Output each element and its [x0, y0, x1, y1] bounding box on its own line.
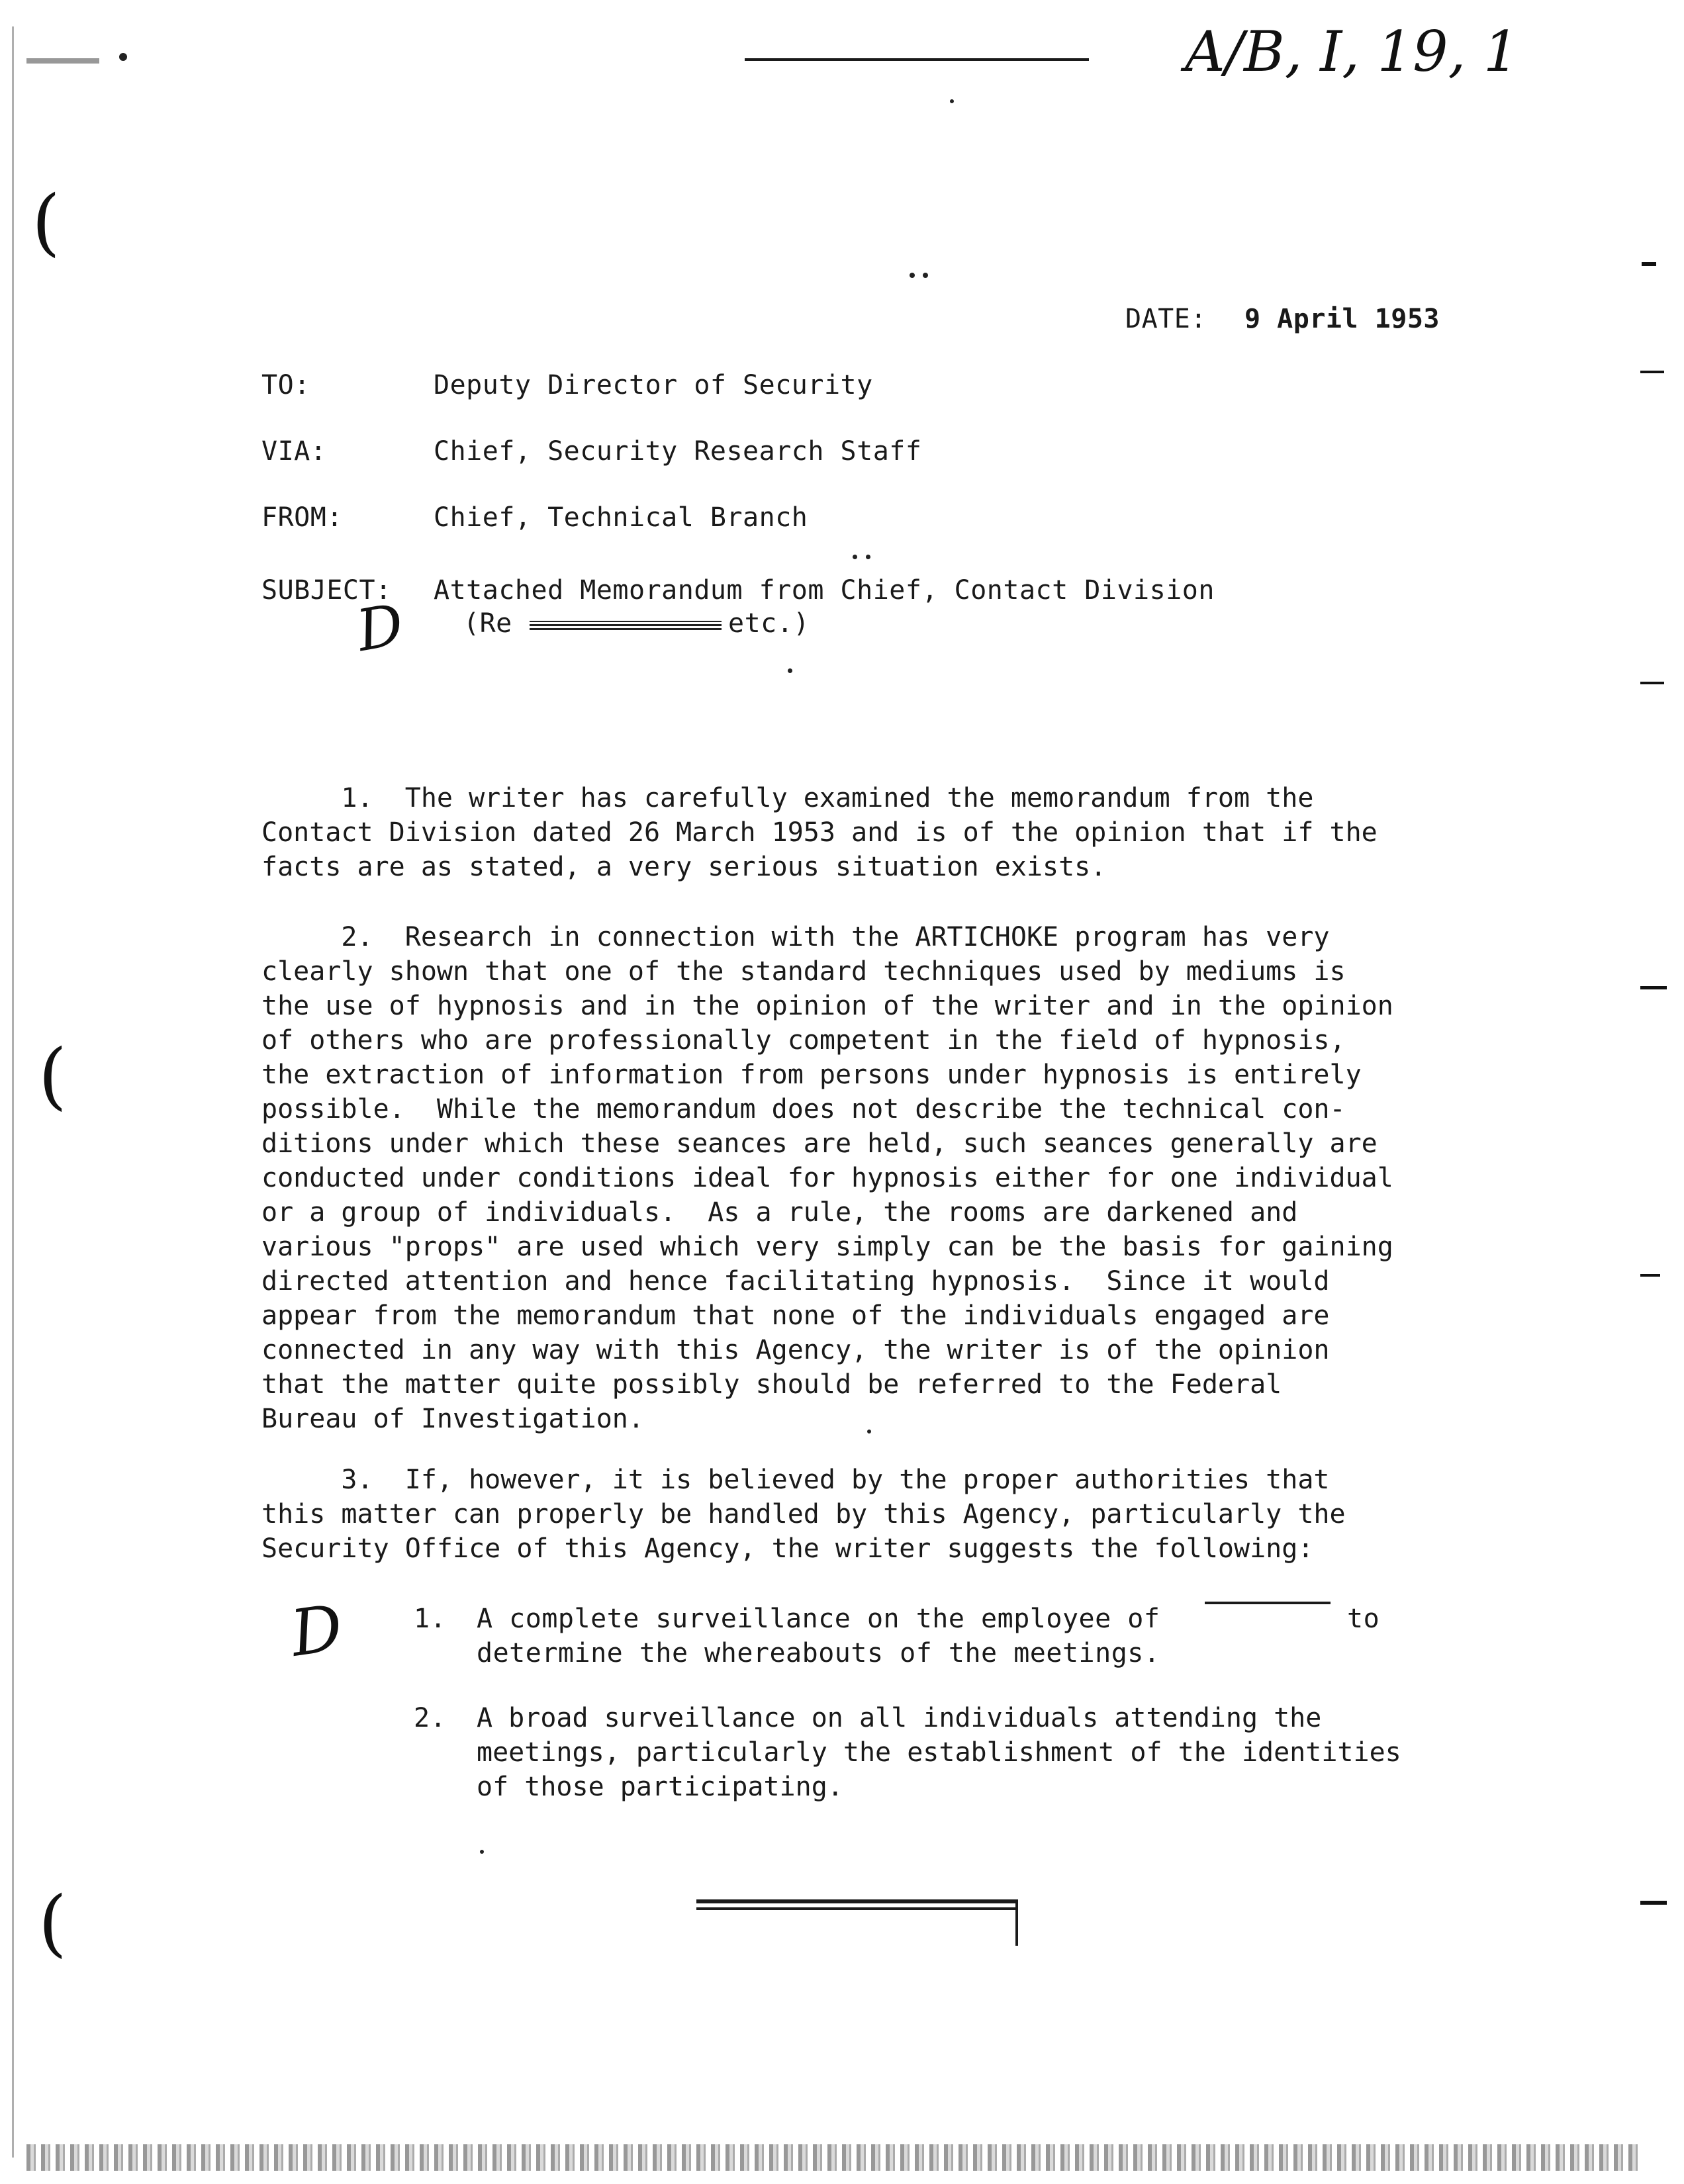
- top-redaction-line: [745, 58, 1089, 61]
- paragraph-line: the extraction of information from persons under hypnosis is entirely: [261, 1060, 1362, 1090]
- from-value: Chief, Technical Branch: [434, 502, 808, 533]
- paragraph-line: conducted under conditions ideal for hypnosis either for one individual: [261, 1163, 1393, 1193]
- item-1-line-1-end: to: [1347, 1604, 1380, 1634]
- right-edge-mark: [1642, 262, 1656, 266]
- item-line: A broad surveillance on all individuals attending the: [477, 1703, 1322, 1733]
- subject-value-cont-close: etc.): [728, 608, 810, 639]
- item-1-line-1: A complete surveillance on the employee of: [477, 1604, 1160, 1634]
- bottom-redaction-bar: [696, 1907, 1018, 1910]
- punch-hole-mark-top: (: [32, 179, 60, 264]
- handwritten-d-mark: D: [286, 1590, 348, 1671]
- speck: [853, 555, 857, 559]
- paragraph-line: clearly shown that one of the standard techniques used by mediums is: [261, 956, 1346, 987]
- paragraph-2: [261, 920, 1393, 1436]
- paragraph-line: possible. While the memorandum does not describe the technical con-: [261, 1094, 1346, 1124]
- left-scan-edge: [12, 26, 14, 2158]
- item-2-text: [477, 1701, 1401, 1804]
- subject-value-cont-open: (Re: [463, 608, 512, 639]
- bottom-redaction-tick: [1015, 1899, 1018, 1946]
- item-1-number: 1.: [414, 1604, 447, 1634]
- item-2-number: 2.: [414, 1703, 447, 1733]
- paragraph-line: connected in any way with this Agency, the writer is of the opinion: [261, 1335, 1330, 1365]
- speck: [923, 273, 928, 278]
- right-edge-mark: [1640, 1901, 1667, 1905]
- top-left-speck: [119, 53, 127, 61]
- right-edge-mark: [1640, 682, 1664, 684]
- subject-redaction-strike: [530, 621, 722, 630]
- paragraph-line: facts are as stated, a very serious situation exists.: [261, 852, 1107, 882]
- speck: [950, 99, 954, 103]
- paragraph-line: 2. Research in connection with the ARTICHOKE program has very: [261, 922, 1330, 952]
- to-label: TO:: [261, 370, 310, 400]
- subject-value: Attached Memorandum from Chief, Contact Division: [434, 575, 1215, 606]
- bottom-redaction-bar: [696, 1899, 1018, 1903]
- file-reference-handwritten: A/B, I, 19, 1: [1185, 19, 1519, 84]
- bottom-scan-noise: [26, 2144, 1642, 2171]
- date-label: DATE:: [1125, 304, 1207, 334]
- right-edge-mark: [1640, 371, 1664, 373]
- punch-hole-mark-bottom: (: [38, 1880, 67, 1965]
- paragraph-line: this matter can properly be handled by this Agency, particularly the: [261, 1499, 1346, 1529]
- top-left-smudge: [26, 58, 99, 64]
- item-line: meetings, particularly the establishment of the identities: [477, 1737, 1401, 1768]
- paragraph-line: of others who are professionally competent in the field of hypnosis,: [261, 1025, 1346, 1056]
- punch-hole-mark-middle: (: [38, 1033, 67, 1118]
- paragraph-line: that the matter quite possibly should be referred to the Federal: [261, 1369, 1282, 1400]
- speck: [788, 668, 792, 673]
- right-edge-mark: [1640, 986, 1667, 989]
- paragraph-line: 3. If, however, it is believed by the proper authorities that: [261, 1465, 1330, 1495]
- via-label: VIA:: [261, 436, 327, 467]
- paragraph-line: or a group of individuals. As a rule, the rooms are darkened and: [261, 1197, 1298, 1228]
- paragraph-3: [261, 1463, 1346, 1566]
- paragraph-line: Security Office of this Agency, the writer suggests the following:: [261, 1533, 1314, 1564]
- paragraph-line: Contact Division dated 26 March 1953 and is of the opinion that if the: [261, 817, 1378, 848]
- right-edge-mark: [1640, 1274, 1660, 1277]
- paragraph-line: appear from the memorandum that none of the individuals engaged are: [261, 1300, 1330, 1331]
- paragraph-line: directed attention and hence facilitating hypnosis. Since it would: [261, 1266, 1330, 1297]
- paragraph-line: various "props" are used which very simply can be the basis for gaining: [261, 1232, 1393, 1262]
- speck: [910, 273, 915, 278]
- item-1-line-2: determine the whereabouts of the meetings.: [477, 1638, 1160, 1668]
- paragraph-1: [261, 781, 1378, 884]
- date-value: 9 April 1953: [1244, 304, 1440, 334]
- item-1-redaction-line: [1205, 1602, 1331, 1604]
- speck: [866, 555, 870, 559]
- from-label: FROM:: [261, 502, 343, 533]
- speck: [480, 1850, 484, 1854]
- via-value: Chief, Security Research Staff: [434, 436, 922, 467]
- handwritten-d-mark: D: [351, 591, 409, 665]
- paragraph-line: Bureau of Investigation.: [261, 1404, 644, 1434]
- item-line: of those participating.: [477, 1772, 843, 1802]
- paragraph-line: the use of hypnosis and in the opinion of the writer and in the opinion: [261, 991, 1393, 1021]
- subject-label: SUBJECT:: [261, 575, 392, 606]
- to-value: Deputy Director of Security: [434, 370, 873, 400]
- paragraph-line: 1. The writer has carefully examined the memorandum from the: [261, 783, 1314, 813]
- paragraph-line: ditions under which these seances are held, such seances generally are: [261, 1128, 1378, 1159]
